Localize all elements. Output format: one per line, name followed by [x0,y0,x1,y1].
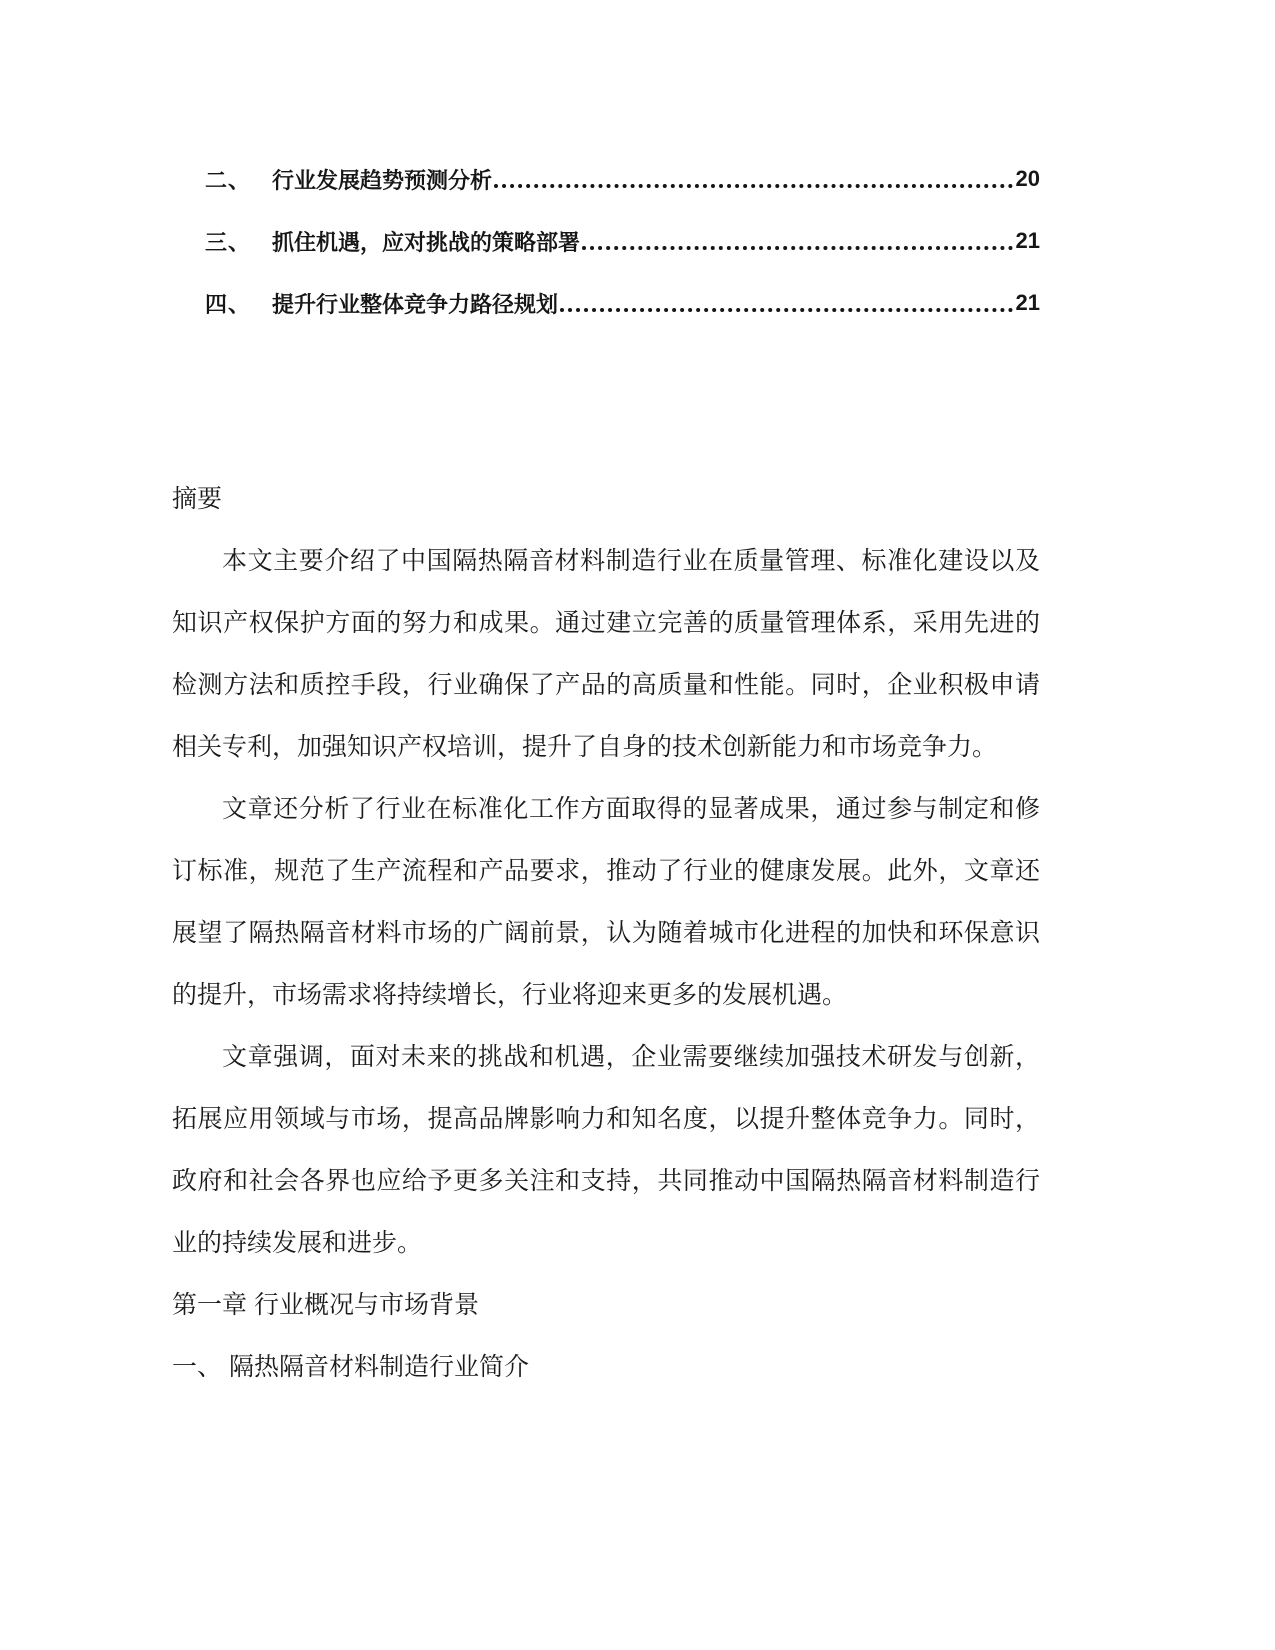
toc-entry [172,272,1040,334]
abstract-heading: 摘要 [172,485,223,513]
toc-leader-dots [560,308,1013,312]
toc-entry [172,210,1040,272]
toc-entry-label: 抓住机遇，应对挑战的策略部署 [272,229,581,255]
toc-entry-label: 提升行业整体竞争力路径规划 [272,291,559,317]
toc-leader-dots [582,246,1013,250]
toc-entry-number: 四、 [205,291,252,317]
toc-entry-page: 21 [1015,228,1040,253]
abstract-paragraph: 文章强调，面对未来的挑战和机遇，企业需要继续加强技术研发与创新，拓展应用领域与市场，提高品牌影响力和知名度，以提升整体竞争力。同时，政府和社会各界也应给予更多关注和支持，共同推动中国隔热隔音材料制造行业的持续发展和进步。 [172,1043,1040,1257]
abstract-section [172,468,1040,1398]
page-content [172,0,1040,1398]
toc-entry-number: 三、 [205,229,252,255]
toc-entry-number: 二、 [205,167,252,193]
table-of-contents [172,0,1040,334]
toc-leader-dots [494,184,1013,188]
toc-entry-page: 20 [1015,166,1040,191]
section-title: 一、 隔热隔音材料制造行业简介 [172,1353,529,1381]
abstract-paragraph: 本文主要介绍了中国隔热隔音材料制造行业在质量管理、标准化建设以及知识产权保护方面的努力和成果。通过建立完善的质量管理体系，采用先进的检测方法和质控手段，行业确保了产品的高质量和性能。同时，企业积极申请相关专利，加强知识产权培训，提升了自身的技术创新能力和市场竞争力。 [172,547,1040,761]
abstract-paragraph: 文章还分析了行业在标准化工作方面取得的显著成果，通过参与制定和修订标准，规范了生产流程和产品要求，推动了行业的健康发展。此外，文章还展望了隔热隔音材料市场的广阔前景，认为随着城市化进程的加快和环保意识的提升，市场需求将持续增长，行业将迎来更多的发展机遇。 [172,795,1040,1009]
toc-entry-label: 行业发展趋势预测分析 [272,167,493,193]
chapter-title: 第一章 行业概况与市场背景 [172,1291,479,1319]
toc-entry [172,148,1040,210]
toc-entry-page: 21 [1015,290,1040,315]
